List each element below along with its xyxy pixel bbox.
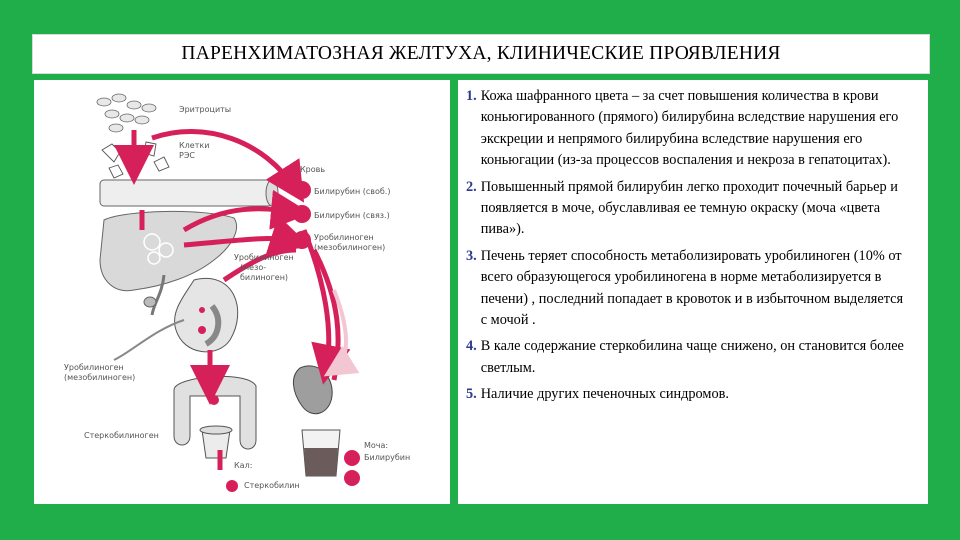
label-urobilinogen-line2: (мезобилиноген) bbox=[314, 243, 386, 252]
kidney-shape bbox=[293, 366, 332, 414]
diagram-svg bbox=[34, 80, 450, 504]
point-number: 3. bbox=[466, 247, 477, 264]
point-text: Кожа шафранного цвета – за счет повышения количества в крови коньюгированного (прямого) билирубина вследствие нарушения его экскреции и непрямого билирубина вследствие нарушения его коньюгации (из-за процессов воспаления и некроза в гепатоцитах). bbox=[480, 88, 899, 169]
intestine-link bbox=[114, 320, 184, 360]
point-item bbox=[466, 86, 912, 172]
point-number: 2. bbox=[466, 178, 477, 195]
point-item bbox=[466, 336, 912, 379]
point-text: Печень теряет способность метаболизировать уробилиноген (10% от всего образующегося уробилиногена в норме метаболизируется в печени) , последний попадает в кровоток и в избыточном выделяется с мочой . bbox=[480, 247, 904, 329]
label-stercobilinogen: Стеркобилиноген bbox=[84, 431, 159, 440]
label-urobilinogen-low-line1: Уробилиноген bbox=[64, 363, 124, 372]
point-number: 1. bbox=[466, 88, 477, 104]
page-title-text: ПАРЕНХИМАТОЗНАЯ ЖЕЛТУХА, КЛИНИЧЕСКИЕ ПРОЯВЛЕНИЯ bbox=[181, 43, 781, 64]
label-urobilinogen-low-line2: (мезобилиноген) bbox=[64, 373, 136, 382]
label-erythrocytes: Эритроциты bbox=[179, 105, 232, 114]
label-blood: Кровь bbox=[300, 165, 326, 174]
point-text: Повышенный прямой билирубин легко проходит почечный барьер и появляется в моче, обуславливая ее темную окраску (моча «цвета пива»). bbox=[480, 178, 898, 238]
clinical-points-list bbox=[458, 80, 928, 504]
label-urobilinogen-mid-line3: билиноген) bbox=[240, 273, 289, 282]
bilirubin-metabolism-diagram bbox=[34, 80, 450, 504]
point-text: Наличие других печеночных синдромов. bbox=[480, 386, 729, 403]
label-bilirubin-bound: Билирубин (связ.) bbox=[314, 211, 390, 220]
label-urobilinogen-mid-line2: (мезо- bbox=[240, 263, 267, 272]
point-item bbox=[466, 384, 912, 405]
label-rhs-cells-line1: Клетки bbox=[179, 141, 210, 150]
gallbladder-icon bbox=[144, 297, 156, 307]
page-title bbox=[32, 34, 930, 74]
point-text: В кале содержание стеркобилина чаще снижено, он становится более светлым. bbox=[480, 338, 904, 376]
label-rhs-cells-line2: РЭС bbox=[179, 151, 195, 160]
label-urine: Моча: bbox=[364, 441, 389, 450]
point-item bbox=[466, 177, 912, 241]
feces-pot-icon bbox=[200, 426, 232, 458]
erythrocytes-icon bbox=[97, 94, 156, 132]
label-urobilinogen-line1: Уробилиноген bbox=[314, 233, 374, 242]
blood-vessel bbox=[100, 180, 278, 206]
point-number: 5. bbox=[466, 386, 477, 403]
label-stercobilin: Стеркобилин bbox=[244, 481, 300, 490]
label-urine-bilirubin: Билирубин bbox=[364, 453, 411, 462]
label-feces: Кал: bbox=[234, 461, 253, 470]
label-bilirubin-free: Билирубин (своб.) bbox=[314, 187, 391, 196]
urine-glass-icon bbox=[302, 430, 340, 476]
point-item bbox=[466, 246, 912, 332]
label-urobilinogen-mid-line1: Уробилиноген bbox=[234, 253, 294, 262]
liver-shape bbox=[100, 211, 237, 290]
point-number: 4. bbox=[466, 338, 477, 355]
